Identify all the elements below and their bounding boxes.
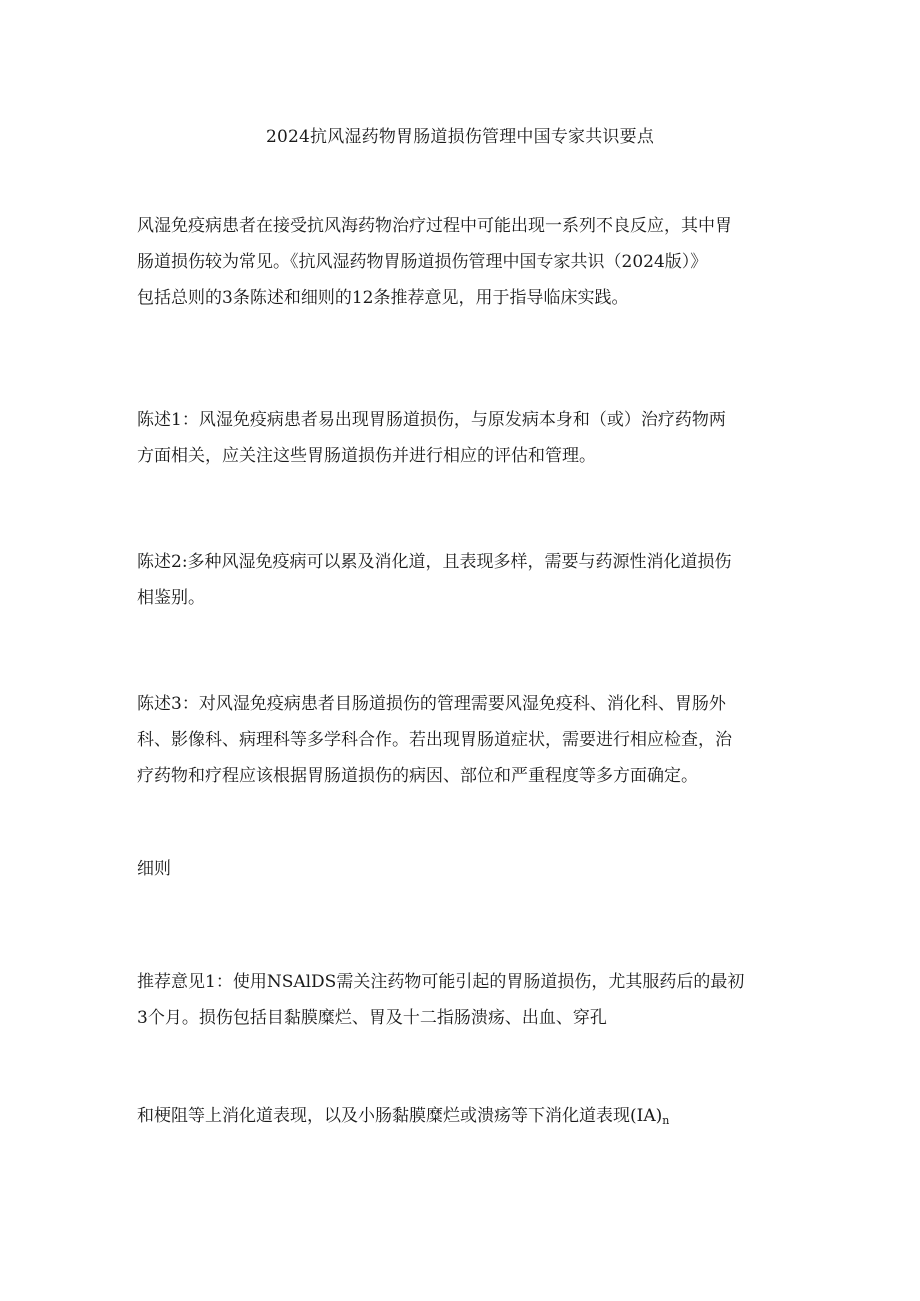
statement-1-paragraph bbox=[137, 402, 787, 474]
statement-2-line-1: 陈述2:多种风湿免疫病可以累及消化道，且表现多样，需要与药源性消化道损伤 bbox=[137, 552, 732, 572]
document-title: 2024抗风湿药物胃肠道损伤管理中国专家共识要点 bbox=[265, 127, 655, 147]
statement-3-line-2: 科、影像科、病理科等多学科合作。若出现胃肠道症状，需要进行相应检查，治 bbox=[137, 730, 732, 750]
statement-3-paragraph bbox=[137, 686, 787, 794]
recommendation-1-paragraph bbox=[137, 964, 787, 1036]
recommendation-1-cont-text: 和梗阻等上消化道表现，以及小肠黏膜糜烂或溃疡等下消化道表现(IA) bbox=[137, 1106, 663, 1126]
details-heading-text: 细则 bbox=[137, 859, 171, 879]
recommendation-1-line-1: 推荐意见1：使用NSAlDS需关注药物可能引起的胃肠道损伤，尤其服药后的最初 bbox=[137, 972, 745, 992]
statement-2-paragraph bbox=[137, 544, 787, 616]
statement-1-line-1: 陈述1：风湿免疫病患者易出现胃肠道损伤，与原发病本身和（或）治疗药物两 bbox=[137, 410, 726, 430]
intro-line-1: 风湿免疫病患者在接受抗风海药物治疗过程中可能出现一系列不良反应，其中胃 bbox=[137, 216, 732, 236]
intro-paragraph bbox=[137, 208, 787, 316]
statement-3-line-1: 陈述3：对风湿免疫病患者目肠道损伤的管理需要风湿免疫科、消化科、胃肠外 bbox=[137, 694, 726, 714]
recommendation-1-line-2: 3个月。损伤包括目黏膜糜烂、胃及十二指肠溃疡、出血、穿孔 bbox=[137, 1008, 607, 1028]
intro-line-3: 包括总则的3条陈述和细则的12条推荐意见，用于指导临床实践。 bbox=[137, 288, 629, 308]
details-heading bbox=[137, 851, 787, 887]
recommendation-1-cont-suffix: n bbox=[662, 1114, 670, 1127]
intro-line-2: 肠道损伤较为常见。《抗风湿药物胃肠道损伤管理中国专家共识（2024版）》 bbox=[137, 252, 708, 272]
statement-3-line-3: 疗药物和疗程应该根据胃肠道损伤的病因、部位和严重程度等多方面确定。 bbox=[137, 766, 698, 786]
statement-2-line-2: 相鉴别。 bbox=[137, 588, 205, 608]
recommendation-1-continuation bbox=[137, 1098, 787, 1139]
recommendation-1-cont-line bbox=[137, 1098, 787, 1139]
statement-1-line-2: 方面相关，应关注这些胃肠道损伤并进行相应的评估和管理。 bbox=[137, 446, 596, 466]
